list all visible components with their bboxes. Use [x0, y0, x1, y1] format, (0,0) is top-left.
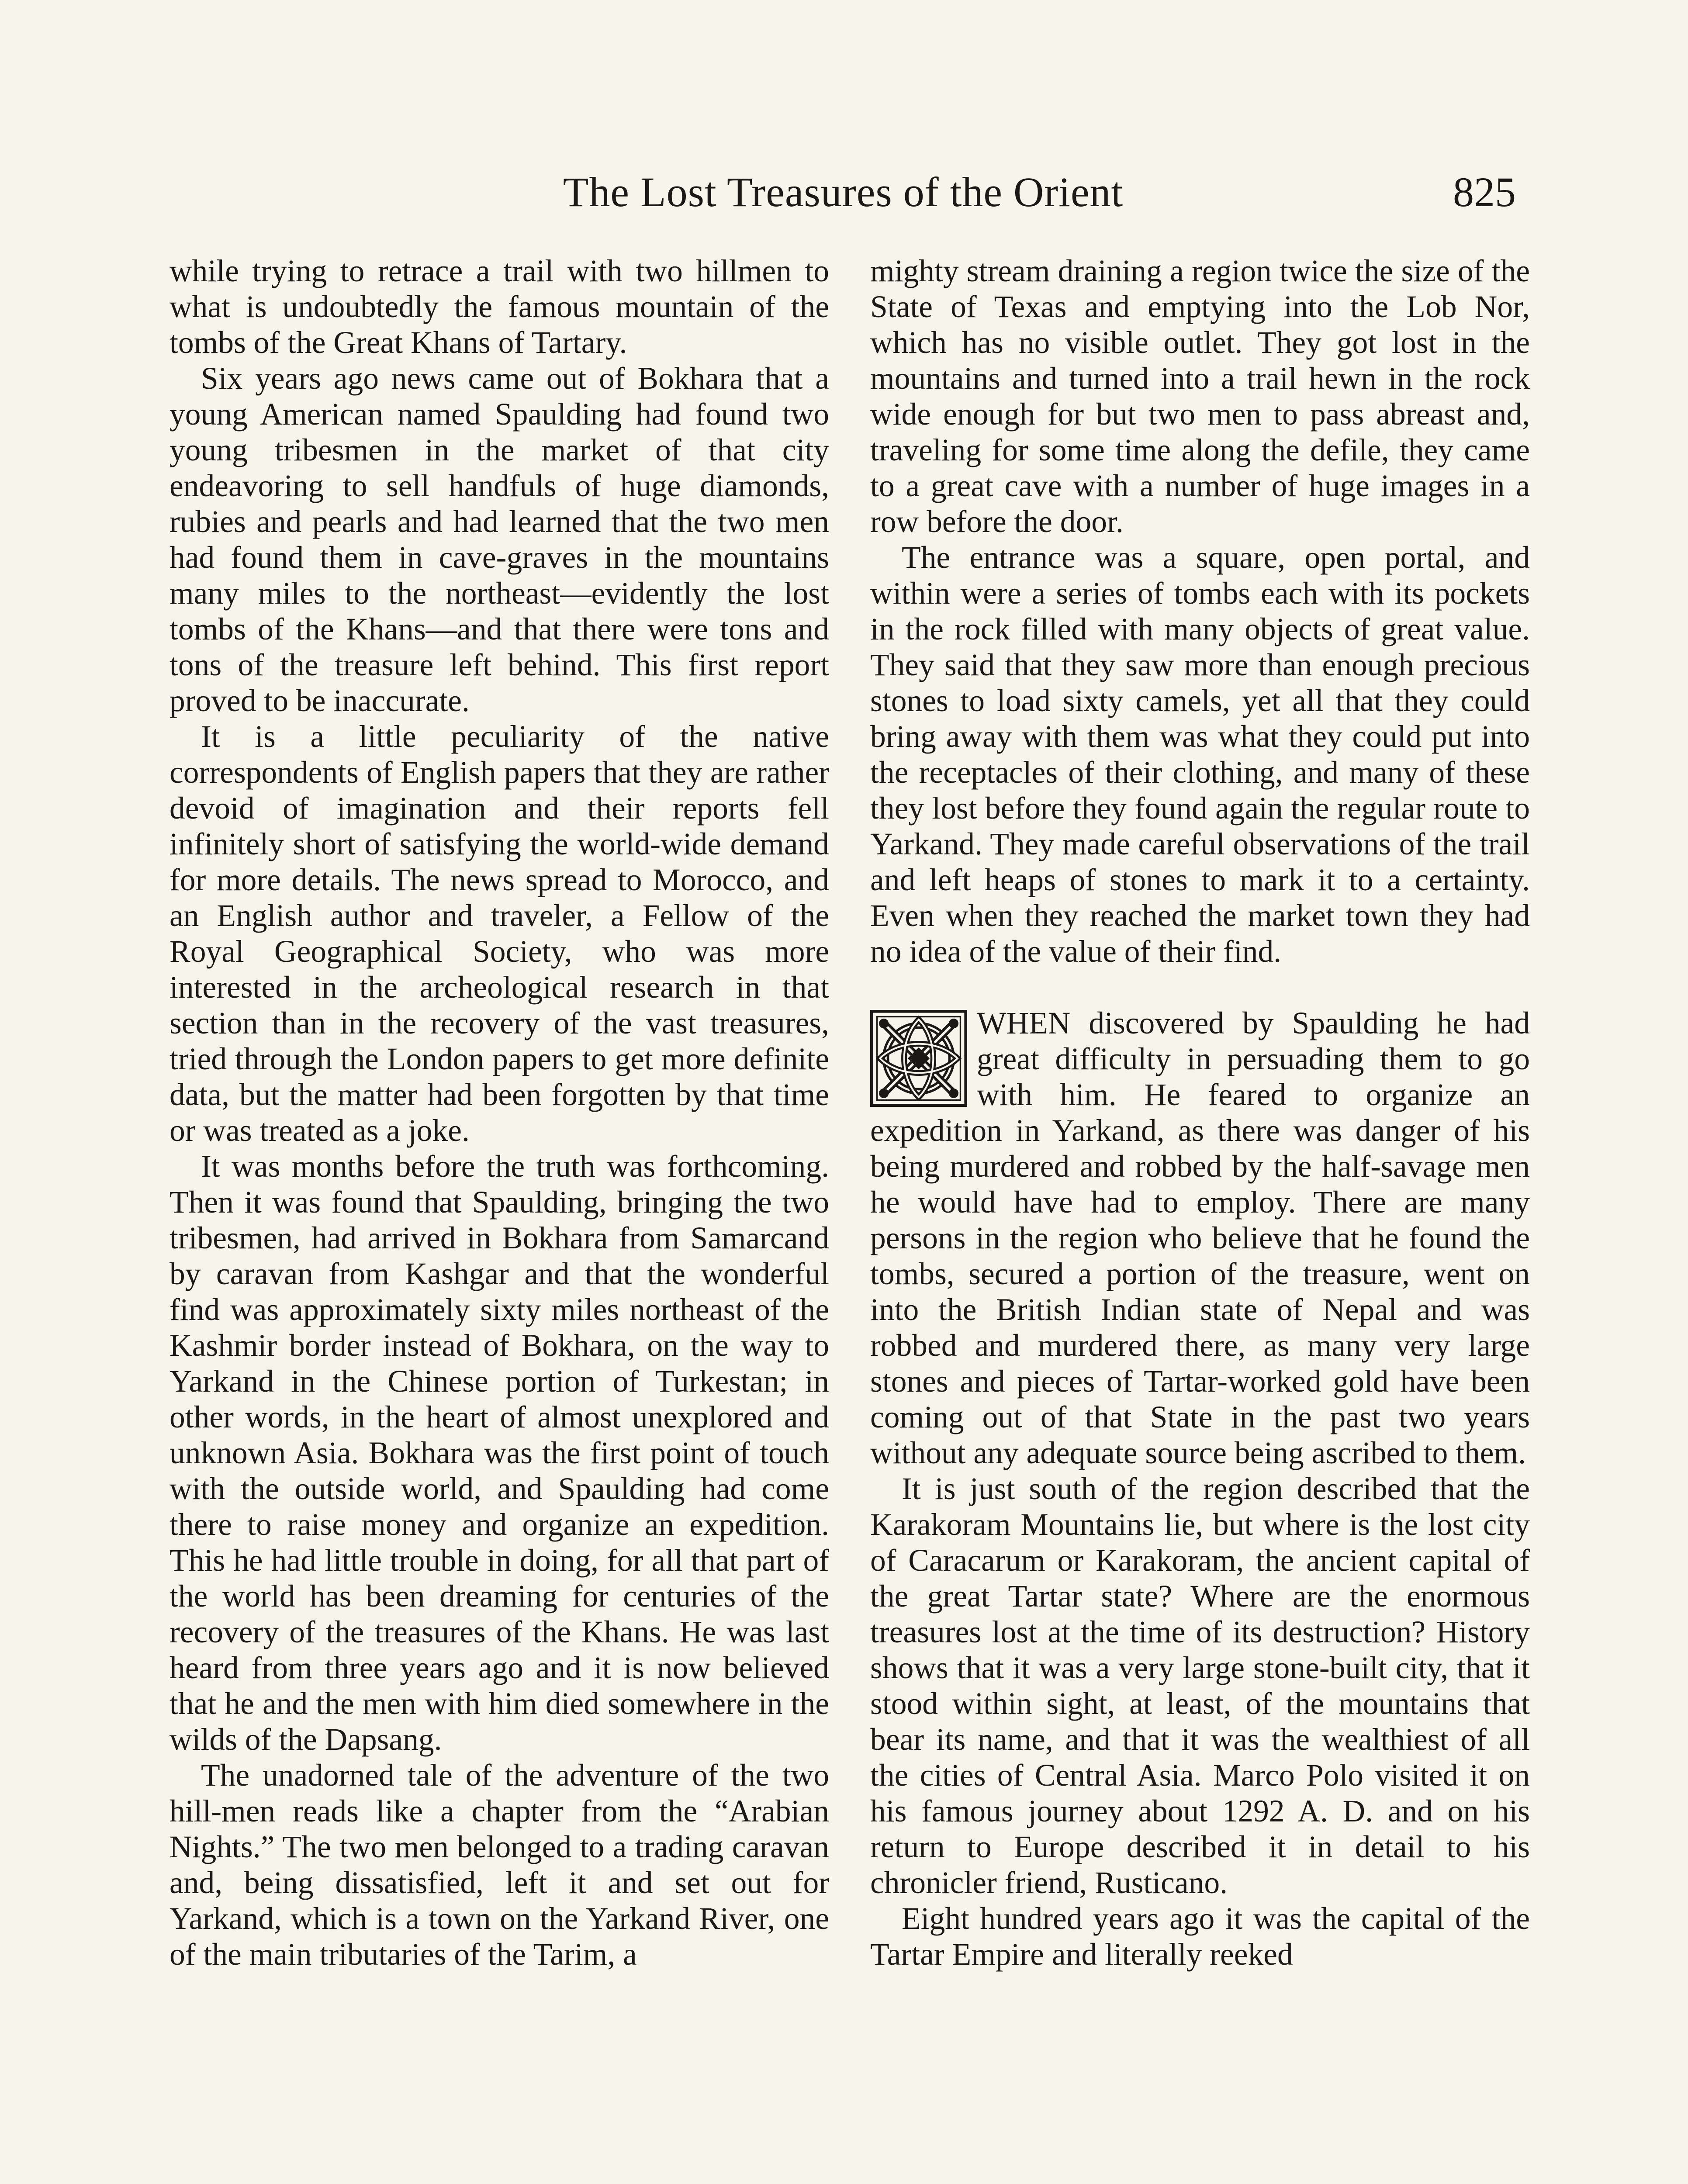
right-column [870, 253, 1530, 1973]
right-paragraph-3-with-ornament [870, 1006, 1530, 1471]
right-paragraph-2: The entrance was a square, open portal, and within were a series of tombs each with its pockets in the rock filled with many objects of great value. They said that they saw more than enough precious stones to load sixty camels, yet all that they could bring away with them was what they could put into the receptacles of their clothing, and many of these they lost before they found again the regular route to Yarkand. They made careful observations of the trail and left heaps of stones to mark it to a certainty. Even when they reached the market town they had no idea of the value of their find. [870, 540, 1530, 969]
left-paragraph-4: It was months before the truth was forthcoming. Then it was found that Spaulding, bringing the two tribesmen, had arrived in Bokhara from Samarcand by caravan from Kashgar and that the wonderful find was approximately sixty miles northeast of the Kashmir border instead of Bokhara, on the way to Yarkand in the Chinese portion of Turkestan; in other words, in the heart of almost unexplored and unknown Asia. Bokhara was the first point of touch with the outside world, and Spaulding had come there to raise money and organize an expedition. This he had little trouble in doing, for all that part of the world has been dreaming for centuries of the recovery of the treasures of the Khans. He was last heard from three years ago and it is now believed that he and the men with him died somewhere in the wilds of the Dapsang. [169, 1149, 829, 1757]
left-paragraph-2: Six years ago news came out of Bokhara that a young American named Spaulding had found two young tribesmen in the market of that city endeavoring to sell handfuls of huge diamonds, rubies and pearls and had learned that the two men had found them in cave-graves in the mountains many miles to the northeast—evidently the lost tombs of the Khans—and that there were tons and tons of the treasure left behind. This first report proved to be inaccurate. [169, 361, 829, 718]
left-paragraph-1: while trying to retrace a trail with two hillmen to what is undoubtedly the famous mountain of the tombs of the Great Khans of Tartary. [169, 254, 829, 360]
page-number: 825 [1453, 169, 1516, 215]
section-break [870, 970, 1530, 1006]
right-paragraph-3: WHEN discovered by Spaulding he had great difficulty in persuading them to go with him. He feared to organize an expedition in Yarkand, as there was danger of his being murdered and robbed by the half-savage men he would have had to employ. There are many persons in the region who believe that he found the tombs, secured a portion of the treasure, went on into the British Indian state of Nepal and was robbed and murdered there, as many very large stones and pieces of Tartar-worked gold have been coming out of that State in the past two years without any adequate source being ascribed to them. [870, 1006, 1530, 1470]
left-column [169, 253, 829, 1973]
left-paragraph-5: The unadorned tale of the adventure of the two hill-men reads like a chapter from the “Arabian Nights.” The two men belonged to a trading caravan and, being dissatisfied, left it and set out for Yarkand, which is a town on the Yarkand River, one of the main tributaries of the Tarim, a [169, 1758, 829, 1972]
celtic-knot-dropcap-icon [870, 1010, 967, 1107]
running-head [170, 166, 1516, 218]
left-paragraph-3: It is a little peculiarity of the native correspondents of English papers that they are rather devoid of imagination and their reports fell infinitely short of satisfying the world-wide demand for more details. The news spread to Morocco, and an English author and traveler, a Fellow of the Royal Geographical Society, who was more interested in the archeological research in that section than in the recovery of the vast treasures, tried through the London papers to get more definite data, but the matter had been forgotten by that time or was treated as a joke. [169, 719, 829, 1148]
right-paragraph-5: Eight hundred years ago it was the capital of the Tartar Empire and literally reeked [870, 1901, 1530, 1972]
running-title: The Lost Treasures of the Orient [563, 169, 1124, 215]
right-paragraph-4: It is just south of the region described that the Karakoram Mountains lie, but where is the lost city of Caracarum or Karakoram, the ancient capital of the great Tartar state? Where are the enormous treasures lost at the time of its destruction? History shows that it was a very large stone-built city, that it stood within sight, at least, of the mountains that bear its name, and that it was the wealthiest of all the cities of Central Asia. Marco Polo visited it on his famous journey about 1292 A. D. and on his return to Europe described it in detail to his chronicler friend, Rusticano. [870, 1472, 1530, 1900]
right-paragraph-1: mighty stream draining a region twice the size of the State of Texas and emptying into the Lob Nor, which has no visible outlet. They got lost in the mountains and turned into a trail hewn in the rock wide enough for but two men to pass abreast and, traveling for some time along the defile, they came to a great cave with a number of huge images in a row before the door. [870, 254, 1530, 539]
